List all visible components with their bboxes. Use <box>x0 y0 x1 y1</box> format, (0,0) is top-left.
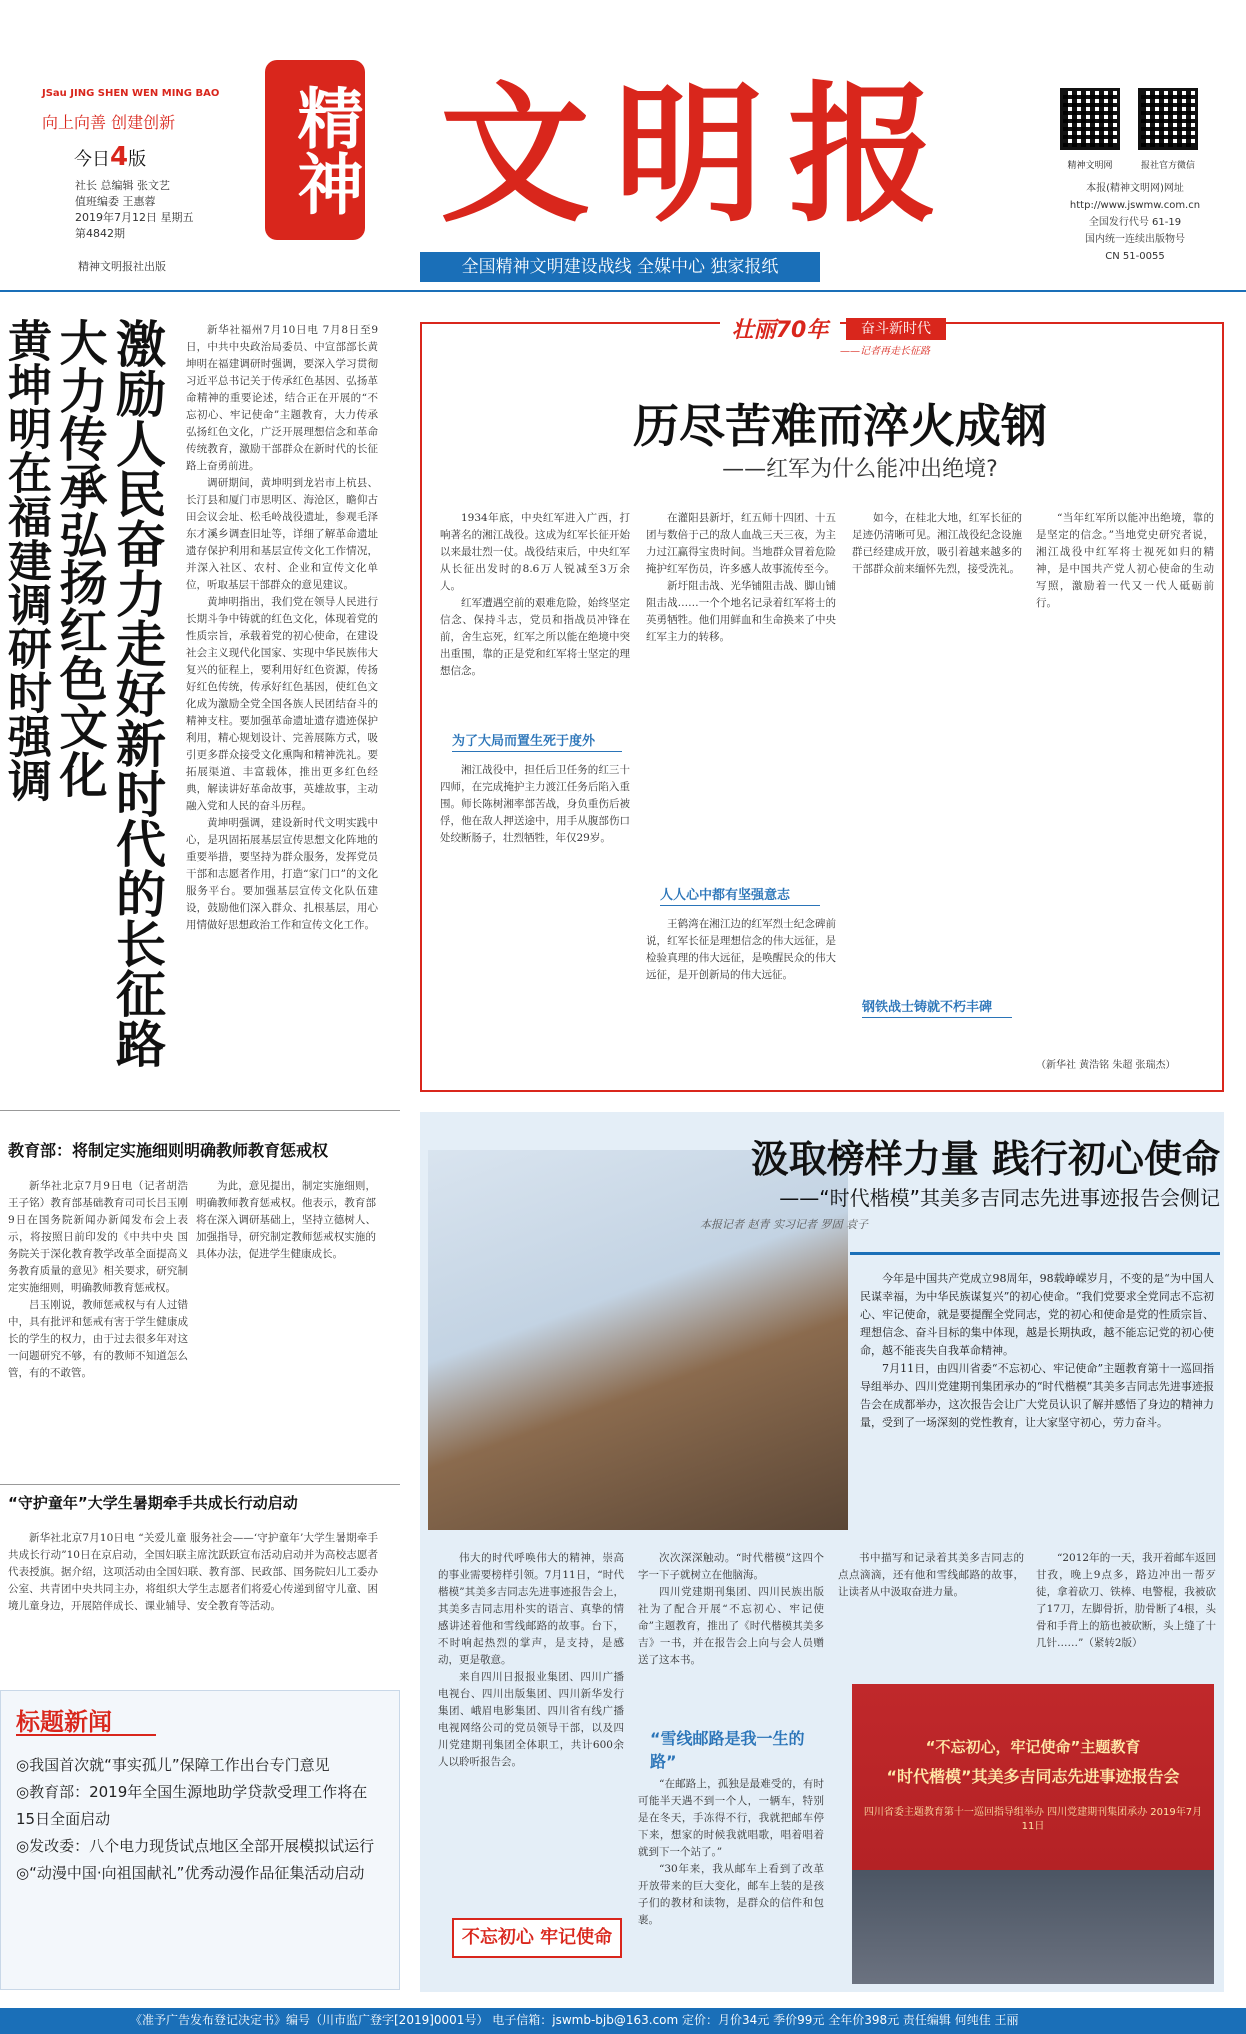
feature-col1-top <box>440 510 630 720</box>
feature-paragraph: 1934年底，中央红军进入广西，打响著名的湘江战役。这成为红军长征开始以来最壮烈一仗。战役结束后，中央红军从长征出发时的8.6万人锐减至3万余人。 <box>440 512 630 592</box>
education-paragraph: 新华社北京7月9日电（记者胡浩 王子铭）教育部基础教育司司长吕玉刚9日在国务院新闻办新闻发布会上表示，将按照日前印发的《中共中央 国务院关于深化教育教学改革全面提高义务教育质量的意见》相关要求，研究制定实施细则，明确教师教育惩戒权。 <box>8 1180 188 1294</box>
footer: 《准予广告发布登记决定书》编号（川市监广登字[2019]0001号） 电子信箱：jswmb-bjb@163.com 定价：月价34元 季价99元 全年价398元 责任编辑 何纯佳 王丽 <box>0 2008 1246 2034</box>
lead-headline-col3: 激励人民奋力走好新时代的长征路 <box>108 318 166 1068</box>
education-headline: 教育部：将制定实施细则明确教师教育惩戒权 <box>8 1141 329 1160</box>
site-info-line: CN 51-0055 <box>1105 251 1165 262</box>
feature-paragraph: 湘江战役中，担任后卫任务的红三十四师，在完成掩护主力渡江任务后陷入重围。师长陈树湘率部苦战，身负重伤后被俘，他在敌人押送途中，用手从腹部伤口处绞断肠子，壮烈牺牲，年仅29岁。 <box>440 764 630 844</box>
lead-body <box>186 322 378 1092</box>
model-headline: 汲取榜样力量 践行初心使命 <box>750 1137 1220 1181</box>
feature-paragraph: 红军遭遇空前的艰难危险，始终坚定信念、保持斗志，党员和指战员冲锋在前，舍生忘死，红军之所以能在绝境中突出重围，靠的正是党和红军将士坚定的理想信念。 <box>440 597 630 677</box>
model-intro <box>860 1270 1214 1530</box>
series-tag: 奋斗新时代 <box>846 318 946 340</box>
model-paragraph: 四川党建期刊集团、四川民族出版社为了配合开展“不忘初心、牢记使命”主题教育，推出了《时代楷模其美多吉》一书，并在报告会上向与会人员赠送了这本书。 <box>638 1586 824 1666</box>
edition-number: 4 <box>110 142 129 172</box>
feature-paragraph: “当年红军所以能冲出绝境，靠的是坚定的信念。”当地党史研究者说，湘江战役中红军将士视死如归的精神，是中国共产党人初心使命的生动写照，激励着一代又一代人砥砺前行。 <box>1036 512 1214 609</box>
edition-suffix: 版 <box>128 149 147 170</box>
banner: 全国精神文明建设战线 全媒中心 独家报纸 <box>420 252 820 282</box>
feature-col2-top <box>646 510 836 870</box>
headline-item[interactable]: ◎我国首次就“事实孤儿”保障工作出台专门意见 <box>16 1756 330 1774</box>
model-col4 <box>1036 1550 1216 1670</box>
event-banner-line2: “时代楷模”其美多吉同志先进事迹报告会 <box>886 1767 1180 1786</box>
model-col1 <box>438 1550 624 1910</box>
staff-editor-in-chief: 社长 总编辑 张文艺 <box>75 179 170 192</box>
summer-paragraph: 新华社北京7月10日电 “关爱儿童 服务社会——‘守护童年’大学生暑期牵手共成长行动”10日在京启动，全国妇联主席沈跃跃宣布活动启动并为高校志愿者代表授旗。据介绍，这项活动由全国妇联、教育部、民政部、国务院妇儿工委办公室、共青团中央共同主办，将组织大学生志愿者们将爱心传递到留守儿童、困境儿童身边，开展陪伴成长、课业辅导、安全教育等活动。 <box>8 1532 378 1612</box>
feature-paragraph: 王鹤湾在湘江边的红军烈士纪念碑前说，红军长征是理想信念的伟大远征，是检验真理的伟大远征，是唤醒民众的伟大远征，是开创新局的伟大远征。 <box>646 918 836 981</box>
model-paragraph: “在邮路上，孤独是最难受的，有时可能半天遇不到一个人，一辆车，特别是在冬天，手冻得不行，我就把邮车停下来，想家的时候我就唱歌，唱着唱着就到下一个站了。” <box>638 1778 824 1858</box>
summer-headline: “守护童年”大学生暑期牵手共成长行动启动 <box>8 1494 298 1512</box>
lead-headline-col2: 大力传承弘扬红色文化 <box>51 318 107 798</box>
site-info-line: 国内统一连续出版物号 <box>1085 234 1185 245</box>
feature-col3 <box>852 510 1022 990</box>
feature-subheadline: ——红军为什么能冲出绝境? <box>722 457 998 482</box>
model-paragraph: “2012年的一天，我开着邮车返回甘孜，晚上9点多，路边冲出一帮歹徒，拿着砍刀、铁棒、电警棍，我被砍了17刀，左脚骨折，肋骨断了4根，头骨和手背上的筋也被砍断，头上缝了十几针……”（紧转2版） <box>1036 1552 1216 1649</box>
event-banner-line3: 四川省委主题教育第十一巡回指导组举办 四川党建期刊集团承办 2019年7月11日 <box>863 1807 1203 1832</box>
feature-paragraph: 新圩阻击战、光华铺阻击战、脚山铺阻击战……一个个地名记录着红军将士的英勇牺牲。他们用鲜血和生命换来了中央红军主力的转移。 <box>646 580 836 643</box>
qr-label-wechat: 报社官方微信 <box>1140 161 1195 171</box>
education-col2 <box>196 1178 376 1478</box>
anniversary-badge: 壮丽70年 <box>720 306 840 356</box>
feature-col1-bottom <box>440 762 630 1082</box>
event-banner-line1: “不忘初心，牢记使命”主题教育 <box>925 1738 1141 1756</box>
slogan-stamp: 不忘初心 牢记使命 <box>452 1918 622 1958</box>
site-info <box>1050 180 1220 270</box>
model-paragraph: “30年来，我从邮车上看到了改革开放带来的巨大变化，邮车上装的是孩子们的教材和读物，是群众的信件和包裹。 <box>638 1863 824 1926</box>
feature-credit: （新华社 黄浩铭 朱超 张瑞杰） <box>1036 1060 1176 1071</box>
edition-indicator <box>74 142 214 172</box>
lead-paragraph: 黄坤明指出，我们党在领导人民进行长期斗争中铸就的红色文化，体现着党的性质宗旨，承载着党的初心使命，在建设社会主义现代化国家、实现中华民族伟大复兴的征程上，要利用好红色资源，传扬好红色传统，传承好红色基因，使红色文化成为激励全党全国各族人民团结奋斗的精神支柱。要加强革命遗址遗存遗迹保护利用，精心规划设计、完善展陈方式，吸引更多群众接受文化熏陶和精神洗礼。要拓展渠道、丰富载体，推出更多红色经典，解读讲好革命故事，英雄故事，主动融入党和人民的奋斗历程。 <box>186 596 378 812</box>
lead-paragraph: 新华社福州7月10日电 7月8日至9日，中共中央政治局委员、中宣部部长黄坤明在福建调研时强调，要深入学习贯彻习近平总书记关于传承红色基因、弘扬革命精神的重要论述，结合正在开展的“不忘初心、牢记使命”主题教育，大力传承弘扬红色文化，广泛开展理想信念和革命传统教育，激励干部群众在新时代的长征路上奋勇前进。 <box>186 324 378 472</box>
issue-number: 第4842期 <box>75 227 125 240</box>
model-paragraph: 伟大的时代呼唤伟大的精神，崇高的事业需要榜样引领。7月11日，“时代楷模”其美多吉同志先进事迹报告会上，其美多吉同志用朴实的语言、真挚的情感讲述着他和雪线邮路的故事。台下，不时响起热烈的掌声，是支持，是感动，更是敬意。 <box>438 1552 624 1666</box>
section-divider <box>0 1484 400 1485</box>
site-info-line: 全国发行代号 61-19 <box>1088 217 1182 228</box>
issue-date: 2019年7月12日 星期五 <box>75 211 194 224</box>
headline-item[interactable]: ◎教育部：2019年全国生源地助学贷款受理工作将在15日全面启动 <box>16 1783 368 1828</box>
model-paragraph: 次次深深触动。“时代楷模”这四个字一下子就树立在他脑海。 <box>638 1552 824 1581</box>
model-intro-paragraph: 7月11日，由四川省委“不忘初心、牢记使命”主题教育第十一巡回指导组举办、四川党建期刊集团承办的“时代楷模”其美多吉同志先进事迹报告会在成都举办，这次报告会让广大党员认识了解并感悟了身边的精神力量，受到了一场深刻的党性教育，让大家坚守初心，劳力奋斗。 <box>860 1362 1214 1429</box>
masthead-staff <box>75 178 245 258</box>
headline-item[interactable]: ◎发改委：八个电力现货试点地区全部开展模拟试运行 <box>16 1837 375 1855</box>
feature-headline: 历尽苦难而淬火成钢 <box>633 399 1047 453</box>
model-col3 <box>838 1550 1024 1670</box>
model-col2-top <box>638 1550 824 1720</box>
road-subhead: “雪线邮路是我一生的路” <box>650 1729 805 1771</box>
series-subtag: ——记者再走长征路 <box>840 346 930 357</box>
section-divider <box>0 1110 400 1111</box>
brand-small: JSau JING SHEN WEN MING BAO <box>42 88 220 99</box>
site-info-line: 本报(精神文明网)网址 <box>1086 183 1184 194</box>
model-paragraph: 来自四川日报报业集团、四川广播电视台、四川出版集团、四川新华发行集团、峨眉电影集团、四川省有线广播电视网络公司的党员领导干部，以及四川党建期刊集团全体职工，共计600余人以聆听报告会。 <box>438 1671 624 1768</box>
logo-seal: 精神 <box>265 60 365 240</box>
headline-item[interactable]: ◎“动漫中国·向祖国献礼”优秀动漫作品征集活动启动 <box>16 1864 365 1882</box>
model-intro-paragraph: 今年是中国共产党成立98周年，98载峥嵘岁月，不变的是“为中国人民谋幸福，为中华民族谋复兴”的初心使命。“我们党要求全党同志不忘初心、牢记使命，就是要提醒全党同志，党的初心和使命是党的性质宗旨、理想信念、奋斗目标的集中体现，越是长期执政，越不能忘记党的初心使命，越不能丧失自我革命精神。 <box>860 1272 1214 1357</box>
feature-col2-bottom <box>646 916 836 1086</box>
site-url[interactable]: http://www.jswmw.com.cn <box>1069 200 1201 211</box>
model-byline: 本报记者 赵青 实习记者 罗固 袁子 <box>700 1218 868 1231</box>
qr-code-wechat <box>1138 88 1198 150</box>
publisher: 精神文明报社出版 <box>78 260 166 273</box>
education-paragraph: 吕玉刚说，教师惩戒权与有人过错中，具有批评和惩戒有害于学生健康成长的学生的权力，由于过去很多年对这一问题研究不够，有的教师不知道怎么管，有的不敢管。 <box>8 1299 188 1379</box>
feature-subhead-3: 钢铁战士铸就不朽丰碑 <box>862 996 1012 1018</box>
headlines-list <box>16 1752 386 1982</box>
model-col2-bottom <box>638 1776 824 1976</box>
feature-paragraph: 如今，在桂北大地，红军长征的足迹仍清晰可见。湘江战役纪念设施群已经建成开放，吸引着越来越多的干部群众前来缅怀先烈，接受洗礼。 <box>852 512 1022 575</box>
feature-col4 <box>1036 510 1214 1050</box>
edition-prefix: 今日 <box>74 149 110 170</box>
qr-code-website <box>1060 88 1120 150</box>
feature-subhead-1: 为了大局而置生死于度外 <box>452 730 622 752</box>
slogan: 向上向善 创建创新 <box>42 113 176 132</box>
summer-body <box>8 1530 378 1670</box>
model-paragraph: 书中描写和记录着其美多吉同志的点点滴滴，还有他和雪线邮路的故事，让读者从中汲取奋进力量。 <box>838 1552 1024 1598</box>
lead-headline-col1: 黄坤明在福建调研时强调 <box>0 318 51 802</box>
qr-label-website: 精神文明网 <box>1067 161 1113 171</box>
feature-paragraph: 在灌阳县新圩，红五师十四团、十五团与数倍于己的敌人血战三天三夜，为主力过江赢得宝贵时间。当地群众冒着危险掩护红军伤员，许多感人故事流传至今。 <box>646 512 836 575</box>
lead-paragraph: 调研期间，黄坤明到龙岩市上杭县、长汀县和厦门市思明区、海沧区，瞻仰古田会议会址、松毛岭战役遗址，参观毛泽东才溪乡调查旧址等，详细了解革命遗址遗存保护利用和基层宣传文化工作情况，并深入社区、农村、企业和宣传文化单位，听取基层干部群众的意见建议。 <box>186 477 378 591</box>
feature-subhead-2: 人人心中都有坚强意志 <box>660 884 820 906</box>
education-col1 <box>8 1178 188 1478</box>
model-rule <box>850 1252 1220 1255</box>
logo-title: 文明报 <box>440 67 963 243</box>
staff-duty-editor: 值班编委 王惠蓉 <box>75 195 156 208</box>
model-subheadline: ——“时代楷模”其美多吉同志先进事迹报告会侧记 <box>779 1186 1220 1210</box>
lead-paragraph: 黄坤明强调，建设新时代文明实践中心，是巩固拓展基层宣传思想文化阵地的重要举措，要坚持为群众服务，发挥党员干部和志愿者作用，打造“家门口”的文化服务平台。要加强基层宣传文化队伍建设，鼓励他们深入群众、扎根基层，用心用情做好思想政治工作和宣传文化工作。 <box>186 817 378 931</box>
education-paragraph: 为此，意见提出，制定实施细则，明确教师教育惩戒权。他表示，教育部将在深入调研基础上，坚持立德树人、加强指导，研究制定教师惩戒权实施的具体办法，促进学生健康成长。 <box>196 1180 376 1260</box>
masthead-divider <box>0 290 1246 292</box>
headlines-box-title: 标题新闻 <box>16 1702 156 1736</box>
